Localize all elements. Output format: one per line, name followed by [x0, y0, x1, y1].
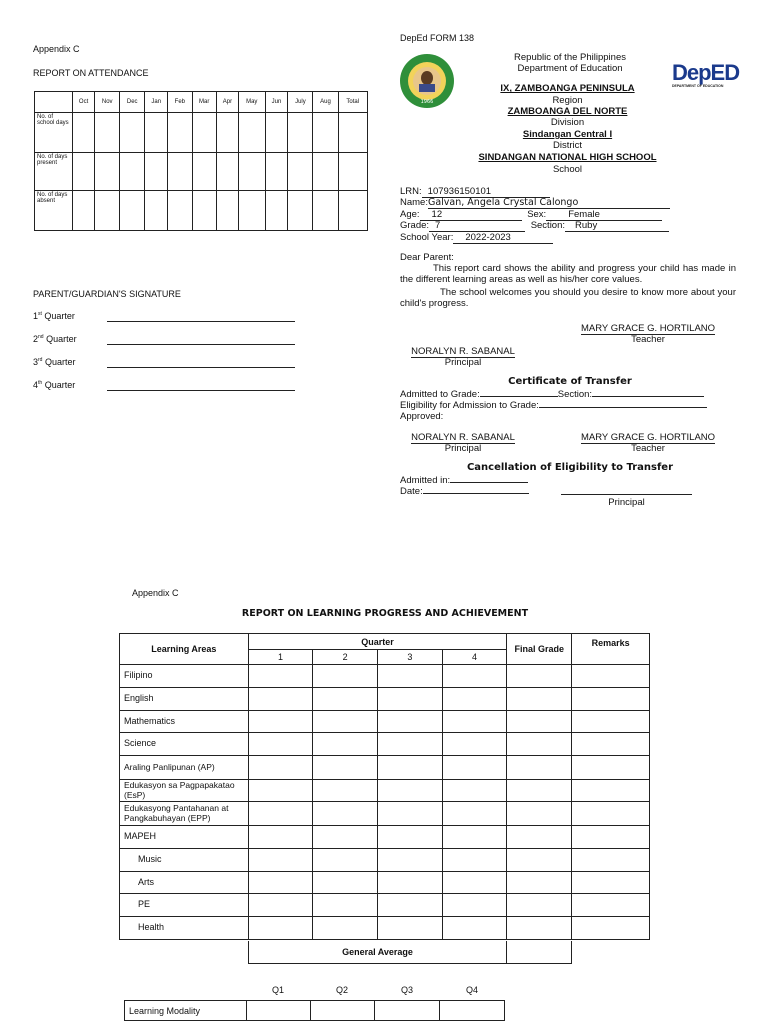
attendance-cell — [265, 191, 288, 231]
grade-cell — [248, 849, 313, 872]
grade-value: 7 — [429, 220, 525, 232]
school-year-row: School Year: 2022-2023 — [400, 232, 553, 244]
modality-label: Learning Modality — [125, 1001, 247, 1021]
attendance-cell — [265, 153, 288, 191]
subject-row — [120, 894, 650, 917]
grade-cell — [378, 780, 443, 802]
admitted-in-row: Admitted in: — [400, 475, 528, 486]
name-row: Name:Galvan, Angela Crystal Calongo — [400, 197, 670, 209]
grade-cell — [378, 917, 443, 940]
subject-row — [120, 826, 650, 849]
grade-cell — [572, 872, 650, 894]
progress-title: REPORT ON LEARNING PROGRESS AND ACHIEVEMENT — [241, 608, 529, 619]
date-row: Date: — [400, 486, 529, 497]
certificate-title: Certificate of Transfer — [508, 376, 632, 387]
grade-cell — [313, 872, 378, 894]
modality-head-3: Q3 — [401, 985, 414, 995]
subject-name: MAPEH — [120, 826, 249, 849]
subject-name: Music — [120, 849, 249, 872]
grade-cell — [572, 711, 650, 733]
lrn-value: 107936150101 — [422, 186, 550, 198]
subject-name: Arts — [120, 872, 249, 894]
subject-row — [120, 917, 650, 940]
attendance-cell — [73, 153, 95, 191]
quarter-number-2: 2 — [313, 650, 378, 665]
attendance-month-9: July — [288, 92, 313, 113]
attendance-row-label: No. of days absent — [35, 191, 73, 231]
grade-cell — [442, 780, 507, 802]
sex-value: Female — [546, 209, 662, 221]
section-value: Ruby — [565, 220, 669, 232]
subject-name: Edukasyong Pantahanan at Pangkabuhayan (EPP) — [120, 802, 249, 826]
quarter-number-1: 1 — [248, 650, 313, 665]
division-value: ZAMBOANGA DEL NORTE — [507, 106, 628, 117]
attendance-month-1: Nov — [95, 92, 120, 113]
attendance-cell — [288, 191, 313, 231]
subject-name: Health — [120, 917, 249, 940]
region-value: IX, ZAMBOANGA PENINSULA — [500, 83, 635, 94]
grade-cell — [378, 756, 443, 780]
grade-cell — [248, 826, 313, 849]
approved-label: Approved: — [400, 411, 444, 422]
grade-cell — [572, 780, 650, 802]
attendance-cell — [192, 153, 216, 191]
grade-cell — [248, 711, 313, 733]
grade-cell — [507, 872, 572, 894]
letter-paragraph-1: This report card shows the ability and progress your child has made in the different learning areas as well as his/her core values. — [400, 263, 736, 285]
signature-quarter-3: 3rd Quarter — [33, 357, 76, 367]
grade-cell — [378, 802, 443, 826]
grade-cell — [378, 894, 443, 917]
grade-cell — [572, 826, 650, 849]
form-number: DepEd FORM 138 — [400, 33, 475, 43]
attendance-cell — [313, 153, 338, 191]
grade-cell — [442, 756, 507, 780]
grade-cell — [442, 849, 507, 872]
grade-cell — [442, 665, 507, 688]
subject-name: Mathematics — [120, 711, 249, 733]
grade-cell — [572, 733, 650, 756]
principal-label: Principal — [444, 357, 482, 368]
principal-sign-line — [561, 494, 692, 495]
attendance-cell — [288, 153, 313, 191]
letter-paragraph-2: The school welcomes you should you desire to know more about your child's progress. — [400, 287, 736, 309]
attendance-month-10: Aug — [313, 92, 338, 113]
grade-cell — [507, 917, 572, 940]
grade-cell — [248, 756, 313, 780]
attendance-cell — [192, 191, 216, 231]
subject-row — [120, 756, 650, 780]
grade-cell — [313, 756, 378, 780]
attendance-cell — [216, 191, 238, 231]
grade-cell — [313, 917, 378, 940]
grade-cell — [313, 733, 378, 756]
attendance-cell — [145, 191, 168, 231]
grade-cell — [572, 917, 650, 940]
teacher-label-2: Teacher — [631, 443, 665, 454]
subject-row — [120, 872, 650, 894]
grade-cell — [442, 733, 507, 756]
attendance-cell — [120, 113, 145, 153]
general-average-label: General Average — [249, 941, 507, 963]
quarter-number-3: 3 — [378, 650, 443, 665]
grade-cell — [248, 802, 313, 826]
grade-cell — [378, 872, 443, 894]
attendance-cell — [95, 191, 120, 231]
subject-name: Araling Panlipunan (AP) — [120, 756, 249, 780]
modality-table — [124, 1000, 505, 1021]
age-value: 12 — [420, 209, 522, 221]
grade-cell — [572, 665, 650, 688]
grade-cell — [507, 802, 572, 826]
teacher-signature-2: MARY GRACE G. HORTILANO — [580, 432, 716, 443]
attendance-month-11: Total — [338, 92, 367, 113]
grade-cell — [248, 688, 313, 711]
subject-row — [120, 711, 650, 733]
principal-signature-2: NORALYN R. SABANAL — [411, 432, 515, 443]
grade-cell — [507, 733, 572, 756]
attendance-cell — [265, 113, 288, 153]
signature-quarter-4: 4th Quarter — [33, 380, 76, 390]
signature-title: PARENT/GUARDIAN'S SIGNATURE — [33, 289, 181, 299]
modality-head-2: Q2 — [336, 985, 349, 995]
attendance-month-0: Oct — [73, 92, 95, 113]
quarter-number-4: 4 — [442, 650, 507, 665]
appendix-label: Appendix C — [33, 44, 80, 54]
attendance-cell — [120, 191, 145, 231]
grade-cell — [507, 849, 572, 872]
school-year-value: 2022-2023 — [453, 232, 553, 244]
grade-cell — [313, 665, 378, 688]
district-label: District — [552, 140, 583, 151]
grade-cell — [507, 894, 572, 917]
principal-label-3: Principal — [608, 497, 645, 508]
grade-cell — [313, 826, 378, 849]
grade-cell — [313, 780, 378, 802]
final-grade-header: Final Grade — [507, 634, 572, 665]
subject-row — [120, 802, 650, 826]
department: Department of Education — [517, 63, 623, 74]
teacher-label: Teacher — [631, 334, 665, 345]
division-label: Division — [550, 117, 585, 128]
subject-name: English — [120, 688, 249, 711]
grade-cell — [313, 894, 378, 917]
grade-cell — [378, 826, 443, 849]
attendance-row-label: No. of school days — [35, 113, 73, 153]
subject-name: Science — [120, 733, 249, 756]
attendance-cell — [95, 153, 120, 191]
attendance-cell — [338, 153, 367, 191]
grade-cell — [507, 688, 572, 711]
dear-parent: Dear Parent: — [400, 252, 454, 263]
attendance-month-5: Mar — [192, 92, 216, 113]
remarks-header: Remarks — [572, 634, 650, 665]
modality-head-4: Q4 — [466, 985, 479, 995]
attendance-cell — [145, 153, 168, 191]
signature-quarter-2: 2nd Quarter — [33, 334, 77, 344]
subject-name: Edukasyon sa Pagpapakatao (EsP) — [120, 780, 249, 802]
eligibility-row: Eligibility for Admission to Grade: — [400, 400, 707, 411]
grade-cell — [378, 849, 443, 872]
attendance-cell — [239, 191, 265, 231]
district-value: Sindangan Central I — [522, 129, 613, 140]
attendance-cell — [145, 113, 168, 153]
attendance-month-3: Jan — [145, 92, 168, 113]
general-average-box — [248, 941, 572, 964]
teacher-signature: MARY GRACE G. HORTILANO — [580, 323, 716, 334]
grade-cell — [378, 665, 443, 688]
grade-cell — [248, 733, 313, 756]
signature-line — [107, 344, 295, 345]
attendance-month-4: Feb — [168, 92, 192, 113]
attendance-month-8: Jun — [265, 92, 288, 113]
modality-head-1: Q1 — [272, 985, 285, 995]
grade-cell — [572, 756, 650, 780]
attendance-cell — [168, 153, 192, 191]
school-value: SINDANGAN NATIONAL HIGH SCHOOL — [478, 152, 657, 163]
school-seal — [399, 53, 455, 109]
grade-cell — [442, 711, 507, 733]
attendance-cell — [338, 191, 367, 231]
grade-cell — [507, 665, 572, 688]
attendance-cell — [73, 113, 95, 153]
subject-row — [120, 780, 650, 802]
attendance-title: REPORT ON ATTENDANCE — [33, 68, 149, 78]
grade-cell — [442, 802, 507, 826]
age-row: Age: 12 Sex: Female — [400, 209, 662, 221]
subject-name: Filipino — [120, 665, 249, 688]
grade-cell — [442, 917, 507, 940]
grade-cell — [572, 802, 650, 826]
appendix-label-2: Appendix C — [132, 588, 179, 598]
lrn-row: LRN: 107936150101 — [400, 186, 550, 198]
grade-row: Grade: 7 Section: Ruby — [400, 220, 669, 232]
signature-line — [107, 367, 295, 368]
name-value: Galvan, Angela Crystal Calongo — [428, 197, 670, 209]
grade-cell — [572, 688, 650, 711]
signature-line — [107, 321, 295, 322]
attendance-cell — [216, 153, 238, 191]
subject-row — [120, 665, 650, 688]
region-label: Region — [552, 95, 583, 106]
grade-cell — [507, 756, 572, 780]
attendance-cell — [313, 191, 338, 231]
grade-cell — [572, 849, 650, 872]
grade-cell — [313, 688, 378, 711]
grade-cell — [248, 894, 313, 917]
grade-cell — [442, 872, 507, 894]
quarter-header: Quarter — [248, 634, 507, 650]
grade-cell — [378, 733, 443, 756]
grade-cell — [313, 849, 378, 872]
attendance-cell — [168, 113, 192, 153]
grade-cell — [507, 711, 572, 733]
attendance-cell — [239, 113, 265, 153]
subject-name: PE — [120, 894, 249, 917]
attendance-table — [34, 91, 368, 231]
grade-cell — [248, 872, 313, 894]
attendance-cell — [239, 153, 265, 191]
signature-line — [107, 390, 295, 391]
attendance-row-label: No. of days present — [35, 153, 73, 191]
attendance-cell — [168, 191, 192, 231]
school-label: School — [552, 164, 583, 175]
admitted-grade-row: Admitted to Grade: Section: — [400, 389, 704, 400]
attendance-cell — [95, 113, 120, 153]
grade-cell — [378, 711, 443, 733]
grade-cell — [248, 780, 313, 802]
attendance-cell — [192, 113, 216, 153]
progress-table — [119, 633, 650, 940]
grade-cell — [248, 665, 313, 688]
grade-cell — [507, 780, 572, 802]
attendance-month-6: Apr — [216, 92, 238, 113]
deped-logo: DepED DEPARTMENT OF EDUCATION — [672, 60, 740, 88]
signature-quarter-1: 1st Quarter — [33, 311, 75, 321]
grade-cell — [248, 917, 313, 940]
grade-cell — [442, 688, 507, 711]
principal-signature: NORALYN R. SABANAL — [411, 346, 515, 357]
grade-cell — [442, 894, 507, 917]
attendance-cell — [338, 113, 367, 153]
grade-cell — [378, 688, 443, 711]
learning-areas-header: Learning Areas — [120, 634, 249, 665]
republic: Republic of the Philippines — [514, 52, 626, 63]
principal-label-2: Principal — [444, 443, 482, 454]
attendance-cell — [288, 113, 313, 153]
cancellation-title: Cancellation of Eligibility to Transfer — [466, 462, 674, 473]
attendance-month-7: May — [239, 92, 265, 113]
attendance-cell — [73, 191, 95, 231]
attendance-cell — [216, 113, 238, 153]
grade-cell — [313, 802, 378, 826]
svg-text:1966: 1966 — [420, 99, 434, 105]
grade-cell — [572, 894, 650, 917]
grade-cell — [442, 826, 507, 849]
grade-cell — [507, 826, 572, 849]
grade-cell — [313, 711, 378, 733]
subject-row — [120, 733, 650, 756]
subject-row — [120, 849, 650, 872]
attendance-month-2: Dec — [120, 92, 145, 113]
attendance-cell — [120, 153, 145, 191]
attendance-cell — [313, 113, 338, 153]
subject-row — [120, 688, 650, 711]
